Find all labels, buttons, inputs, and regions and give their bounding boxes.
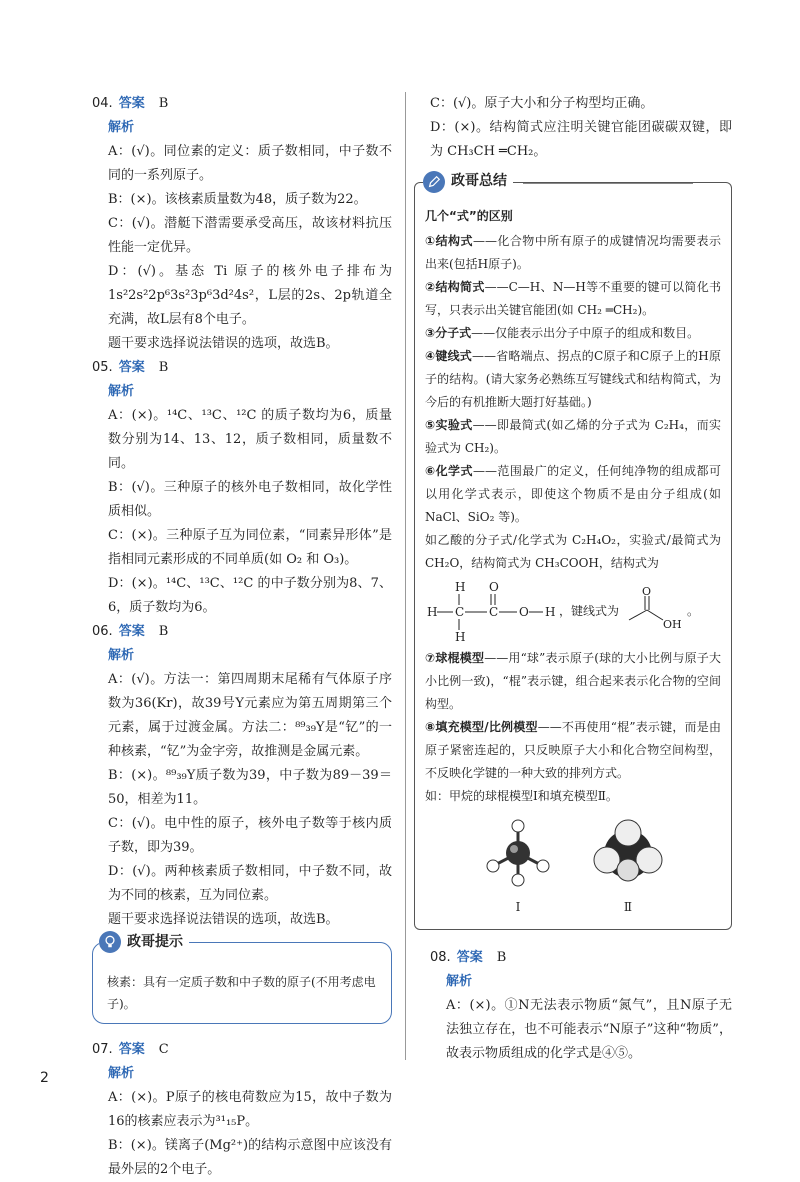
q08-analysis-label: 解析 (446, 974, 473, 989)
summary-title-text: 政哥总结 (451, 173, 507, 189)
space-filling-model (593, 818, 663, 919)
q05-line: C：(×)。三种原子互为同位素，“同素异形体”是指相同元素形成的不同单质(如 O₂ 和 O₃)。 (108, 528, 392, 567)
summary-item (425, 230, 721, 276)
q06-analysis-label: 解析 (108, 648, 135, 663)
summary-title (423, 170, 513, 193)
svg-text:H: H (455, 580, 466, 594)
acetic-acid-formulas (425, 579, 721, 643)
q06-line: D：(√)。两种核素质子数相同，中子数不同，故为不同的核素，互为同位素。 (108, 864, 392, 903)
acetic-acid-skeletal-formula (623, 586, 683, 636)
q04-line: 题干要求选择说法错误的选项，故选B。 (108, 336, 339, 351)
summary-item-label: ③分子式 (425, 326, 472, 340)
q07-analysis-label: 解析 (108, 1066, 135, 1081)
q08-answer: B (496, 950, 507, 965)
period-mark: 。 (687, 603, 700, 618)
svg-text:H: H (545, 605, 555, 619)
q05-number: 05. (92, 360, 113, 375)
summary-box (414, 173, 732, 930)
acetic-acid-structural-formula (425, 579, 555, 643)
summary-item-label: ④键线式 (425, 349, 473, 363)
summary-item-text: ——即最简式(如乙烯的分子式为 C₂H₄，而实验式为 CH₂)。 (425, 418, 722, 455)
summary-item (425, 322, 721, 345)
tip-box (92, 934, 392, 1024)
q04-line: B：(×)。该核素质量数为48，质子数为22。 (108, 192, 367, 207)
summary-item-text: ——范围最广的定义，任何纯净物的组成都可以用化学式表示，即使这个物质不是由分子组成(如 NaCl、SiO₂ 等)。 (425, 464, 721, 524)
q07-line: B：(×)。镁离子(Mg²⁺)的结构示意图中应该没有最外层的2个电子。 (108, 1138, 392, 1177)
summary-item-text: ——化合物中所有原子的成键情况均需要表示出来(包括H原子)。 (425, 234, 721, 271)
methane-models (425, 818, 721, 919)
q06-line: C：(√)。电中性的原子，核外电子数等于核内质子数，即为39。 (108, 816, 392, 855)
q07-header (92, 1038, 392, 1062)
summary-item-text: ——仅能表示出分子中原子的组成和数目。 (471, 326, 700, 340)
column-divider (405, 92, 406, 1060)
q04-line: A：(√)。同位素的定义：质子数相同，中子数不同的一系列原子。 (108, 144, 392, 183)
summary-item-label: ①结构式 (425, 234, 473, 248)
q04-analysis-label: 解析 (108, 120, 135, 135)
summary-item-label: ⑧填充模型/比例模型 (425, 720, 538, 734)
q04-header (92, 92, 392, 116)
svg-text:H: H (427, 605, 438, 619)
q04-number: 04. (92, 96, 113, 111)
q06-header (92, 620, 392, 644)
q06-line: 题干要求选择说法错误的选项，故选B。 (108, 912, 339, 927)
q05-answer-label: 答案 (118, 360, 145, 375)
summary-item (425, 716, 721, 785)
summary-item-text: ——不再使用“棍”表示键，而是由原子紧密连起的，只反映原子大小和化合物空间构型，不反映化学键的一种大致的排列方式。 (425, 720, 721, 780)
q06-line: B：(×)。⁸⁹₃₉Y质子数为39，中子数为89－39＝50，相差为11。 (108, 768, 392, 807)
q04-line: D：(√)。基态 Ti 原子的核外电子排布为 1s²2s²2p⁶3s²3p⁶3d²4s²，L层的2s、2p轨道全充满，故L层有8个电子。 (108, 264, 392, 327)
summary-item-text: ——C—H、N—H等不重要的键可以简化书写，只表示出关键官能团(如 CH₂ ═CH₂)。 (425, 280, 721, 317)
q05-header (92, 356, 392, 380)
summary-subtitle: 几个“式”的区别 (425, 209, 513, 223)
right-top-line: C：(√)。原子大小和分子构型均正确。 (430, 96, 654, 111)
q07-number: 07. (92, 1042, 113, 1057)
q05-answer: B (158, 360, 169, 375)
svg-text:O: O (489, 580, 499, 594)
svg-text:C: C (455, 605, 465, 619)
q04-answer-label: 答案 (118, 96, 145, 111)
pencil-icon (423, 171, 445, 193)
summary-item-text: ——省略端点、拐点的C原子和C原子上的H原子的结构。(请大家务必熟练互写键线式和结构简式，为今后的有机推断大题打好基础。) (425, 349, 721, 409)
q05-analysis-label: 解析 (108, 384, 135, 399)
q07-line: A：(×)。P原子的核电荷数应为15，故中子数为16的核素应表示为³¹₁₅P。 (108, 1090, 392, 1129)
svg-text:O: O (642, 586, 652, 598)
q08-line: A：(×)。①N无法表示物质“氮气”，且N原子无法独立存在，也不可能表示“N原子”这种“物质”，故表示物质组成的化学式是④⑤。 (446, 998, 732, 1061)
summary-item-label: ⑦球棍模型 (425, 651, 485, 665)
methane-space-filling-image (593, 818, 663, 888)
q05-line: B：(√)。三种原子的核外电子数相同，故化学性质相似。 (108, 480, 392, 519)
summary-title-rule (523, 183, 693, 184)
q05-line: D：(×)。¹⁴C、¹³C、¹²C 的中子数分别为8、7、6，质子数均为6。 (108, 576, 392, 615)
summary-item (425, 460, 721, 529)
summary-item (425, 276, 721, 322)
summary-item-label: ⑤实验式 (425, 418, 473, 432)
acetic-acid-example: 如乙酸的分子式/化学式为 C₂H₄O₂，实验式/最简式为 CH₂O，结构简式为 CH₃COOH，结构式为 (425, 533, 721, 570)
tip-title-text: 政哥提示 (127, 934, 183, 950)
q06-line: A：(√)。方法一：第四周期末尾稀有气体原子序数为36(Kr)，故39号Y元素应为第五周期第三个元素，属于过渡金属。方法二：⁸⁹₃₉Y是“钇”的一种核素，“钇”为金字旁，故推测是金属元素。 (108, 672, 392, 759)
svg-text:C: C (489, 605, 499, 619)
svg-text:OH: OH (663, 618, 682, 631)
q08-answer-label: 答案 (456, 950, 483, 965)
model-label: Ⅰ (515, 900, 521, 914)
right-top-line: D：(×)。结构简式应注明关键官能团碳碳双键，即为 CH₃CH ═CH₂。 (430, 120, 732, 159)
q08-header (430, 946, 732, 970)
svg-text:O: O (519, 605, 529, 619)
q04-line: C：(√)。潜艇下潜需要承受高压，故该材料抗压性能一定优异。 (108, 216, 392, 255)
q05-line: A：(×)。¹⁴C、¹³C、¹²C 的质子数均为6，质量数分别为14、13、12，质子数相同，质量数不同。 (108, 408, 392, 471)
q07-answer-label: 答案 (118, 1042, 145, 1057)
q06-answer-label: 答案 (118, 624, 145, 639)
ball-stick-model (483, 818, 553, 919)
methane-ball-stick-image (483, 818, 553, 888)
right-column (425, 92, 732, 1066)
left-column (92, 92, 392, 1182)
skeletal-label: ，键线式为 (559, 603, 620, 618)
q06-answer: B (158, 624, 169, 639)
summary-item-label: ⑥化学式 (425, 464, 473, 478)
model-label: Ⅱ (623, 900, 633, 914)
model-caption: 如：甲烷的球棍模型Ⅰ和填充模型Ⅱ。 (425, 789, 618, 803)
summary-item (425, 647, 721, 716)
q07-answer: C (158, 1042, 169, 1057)
summary-item (425, 345, 721, 414)
q08-number: 08. (430, 950, 451, 965)
lightbulb-icon (99, 931, 121, 953)
q04-answer: B (158, 96, 169, 111)
tip-title (99, 931, 189, 953)
page-number: 2 (40, 1070, 49, 1086)
q06-number: 06. (92, 624, 113, 639)
svg-text:H: H (455, 630, 466, 643)
summary-item-text: ——用“球”表示原子(球的大小比例与原子大小比例一致)，“棍”表示键，组合起来表示化合物的空间构型。 (425, 651, 721, 711)
summary-item (425, 414, 721, 460)
summary-item-label: ②结构简式 (425, 280, 485, 294)
tip-text: 核素：具有一定质子数和中子数的原子(不用考虑电子)。 (107, 975, 376, 1011)
